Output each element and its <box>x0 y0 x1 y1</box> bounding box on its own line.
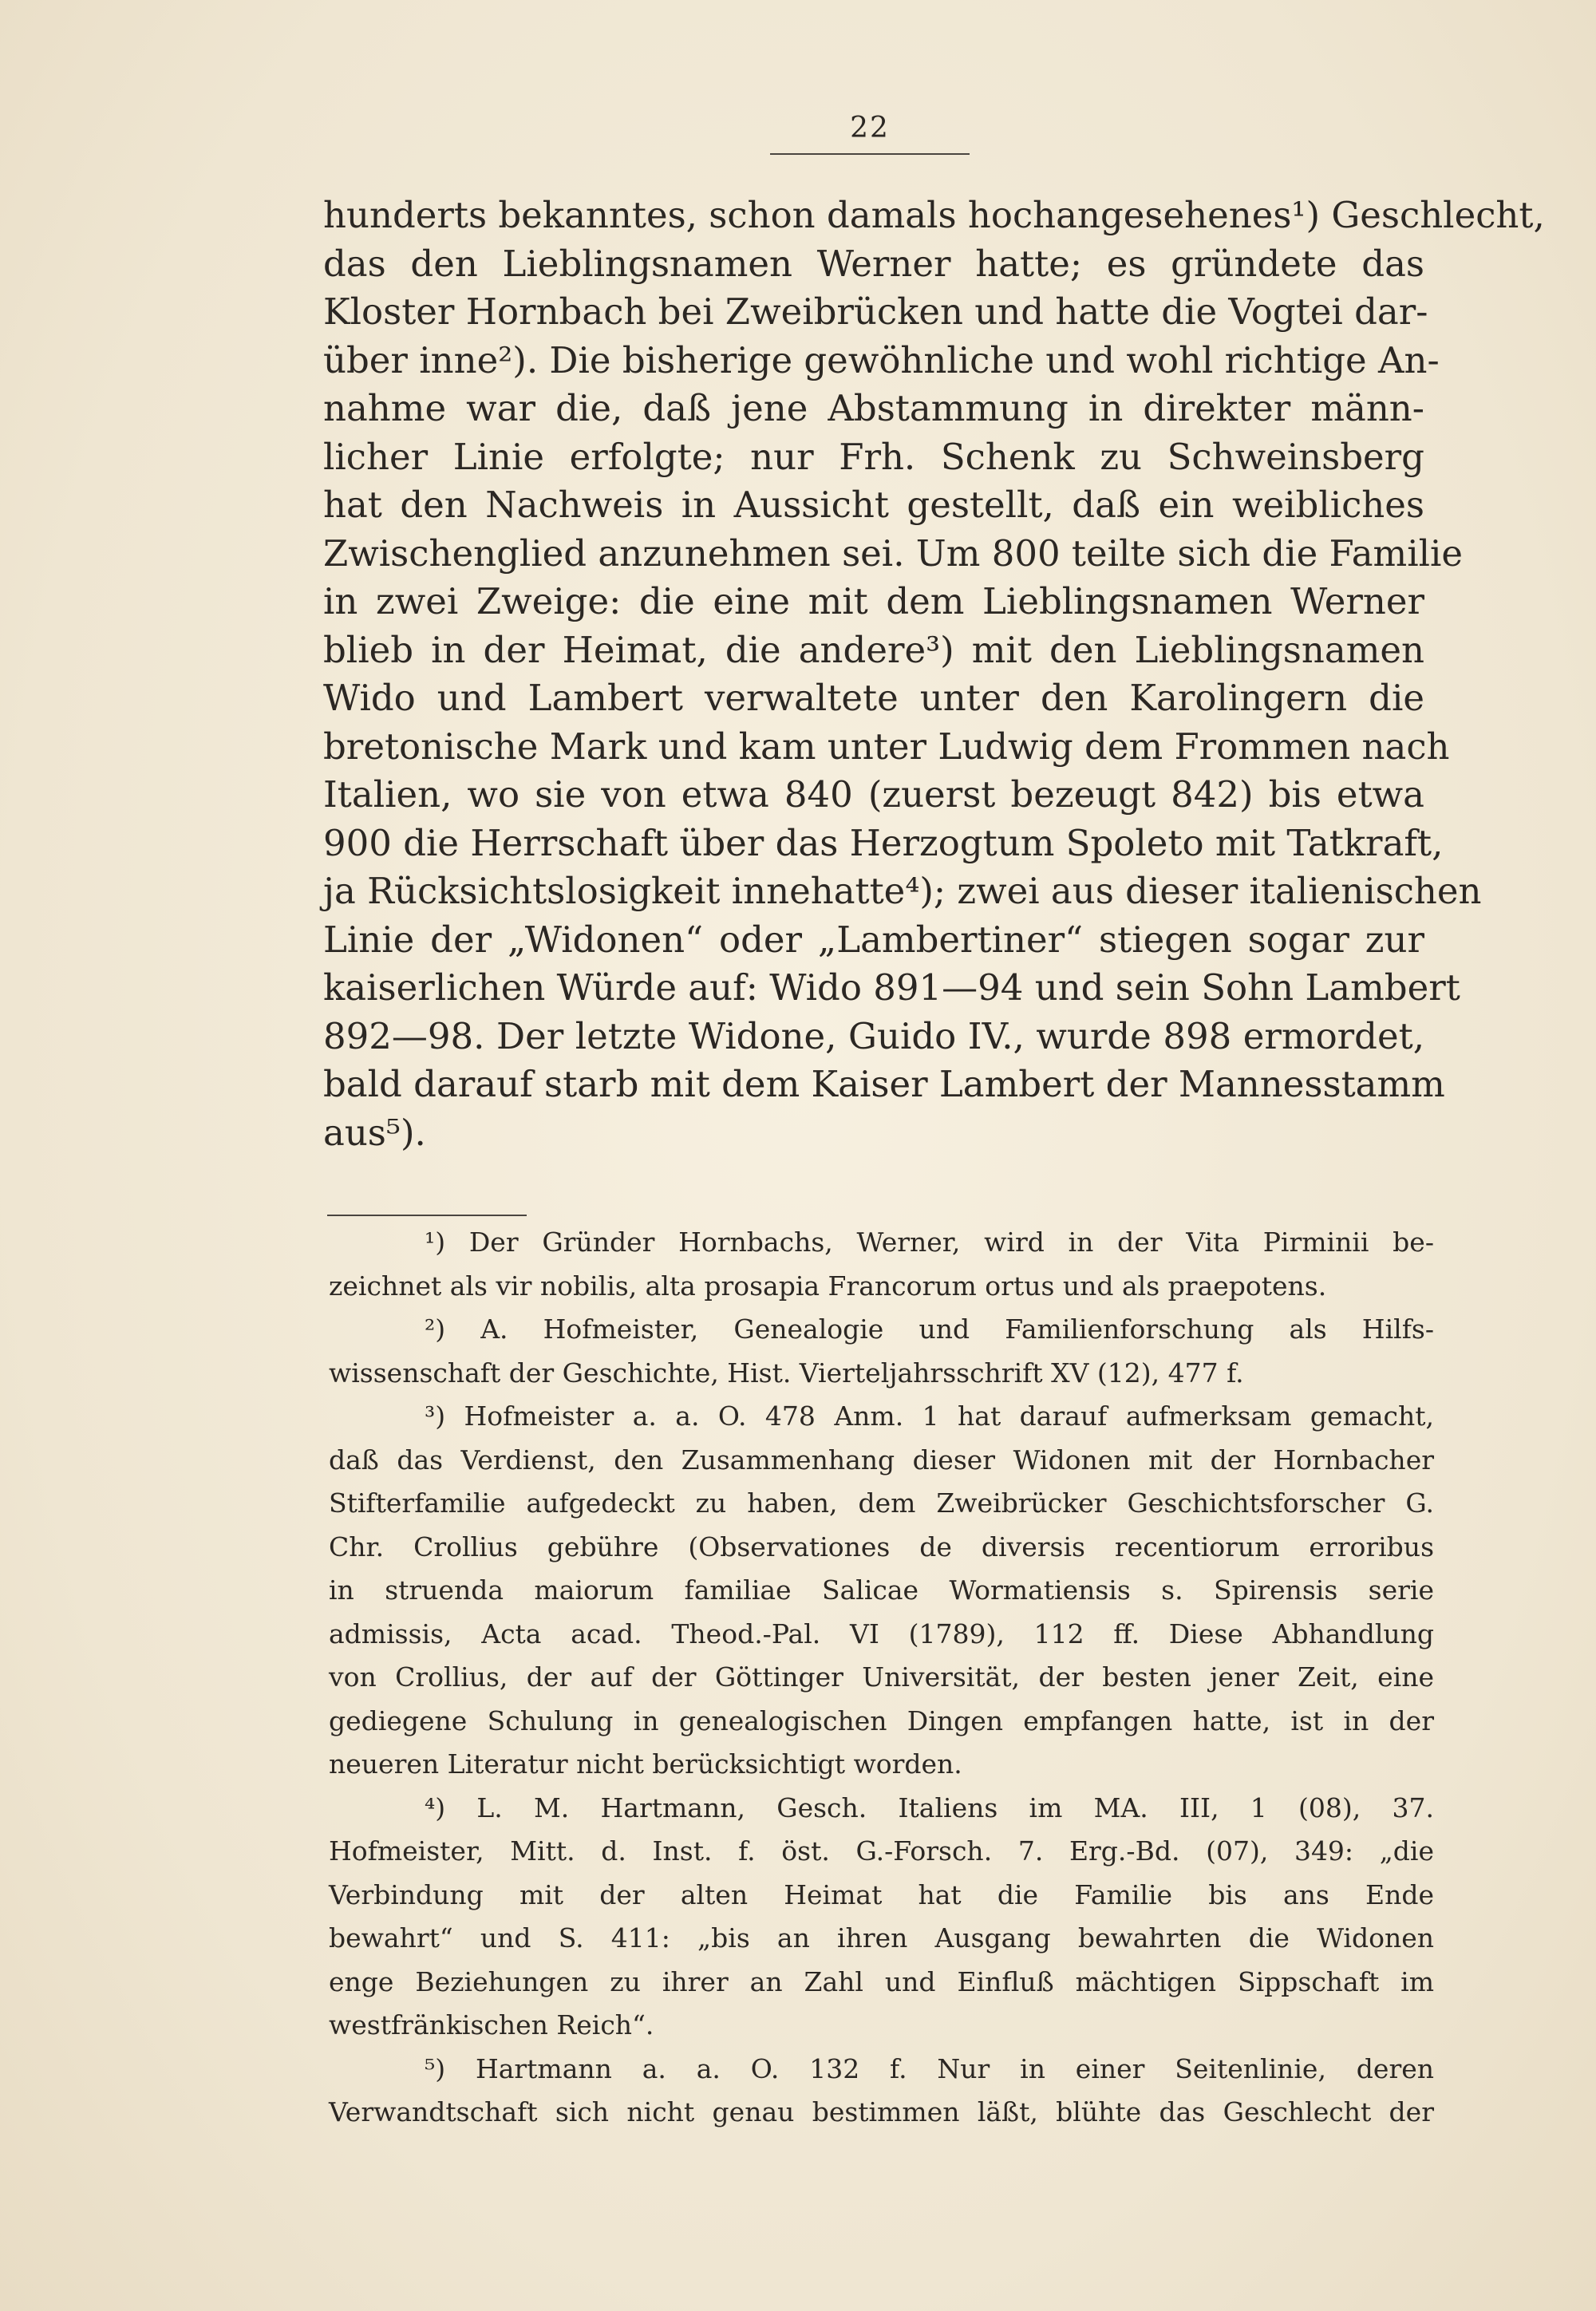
footnote-4 <box>329 1787 1434 2048</box>
footnote-5 <box>329 2048 1434 2135</box>
body-line: über inne²). Die bisherige gewöhnliche und wohl richtige An- <box>323 338 1440 381</box>
body-line: ja Rücksichtslosigkeit innehatte⁴); zwei aus dieser italienischen <box>323 870 1482 912</box>
footnote-line: westfränkischen Reich“. <box>329 2009 654 2040</box>
footnote-line: daß das Verdienst, den Zusammenhang dieser Widonen mit der Hornbacher <box>329 1444 1434 1475</box>
footnote-line: ²) A. Hofmeister, Genealogie und Familienforschung als Hilfs- <box>425 1314 1434 1345</box>
footnote-line: ⁵) Hartmann a. a. O. 132 f. Nur in einer Seitenlinie, deren <box>425 2052 1434 2084</box>
body-text <box>323 192 1545 1157</box>
footnote-line: enge Beziehungen zu ihrer an Zahl und Einfluß mächtigen Sippschaft im <box>329 1965 1434 1997</box>
footnote-rule <box>327 1215 527 1216</box>
body-line: blieb in der Heimat, die andere³) mit den Lieblingsnamen <box>323 628 1424 671</box>
footnotes <box>329 1221 1434 2135</box>
footnote-line: Verwandtschaft sich nicht genau bestimmen läßt, blühte das Geschlecht der <box>329 2096 1434 2127</box>
footnote-line: wissenschaft der Geschichte, Hist. Vierteljahrsschrift XV (12), 477 f. <box>329 1357 1244 1389</box>
body-line: 892—98. Der letzte Widone, Guido IV., wurde 898 ermordet, <box>323 1014 1424 1057</box>
footnote-line: ⁴) L. M. Hartmann, Gesch. Italiens im MA. III, 1 (08), 37. <box>425 1792 1434 1823</box>
body-line: nahme war die, daß jene Abstammung in direkter männ- <box>323 387 1424 429</box>
footnote-line: Stifterfamilie aufgedeckt zu haben, dem Zweibrücker Geschichtsforscher G. <box>329 1487 1434 1519</box>
body-line: bald darauf starb mit dem Kaiser Lambert der Mannesstamm <box>323 1063 1445 1105</box>
footnote-line: ¹) Der Gründer Hornbachs, Werner, wird in der Vita Pirminii be- <box>425 1227 1434 1258</box>
footnote-line: Verbindung mit der alten Heimat hat die Familie bis ans Ende <box>329 1878 1434 1910</box>
body-line: hat den Nachweis in Aussicht gestellt, daß ein weibliches <box>323 484 1424 526</box>
page-number: 22 <box>850 112 890 144</box>
body-line: in zwei Zweige: die eine mit dem Lieblingsnamen Werner <box>323 580 1424 622</box>
footnote-line: Chr. Crollius gebühre (Observationes de diversis recentiorum erroribus <box>329 1531 1434 1562</box>
body-line: Zwischenglied anzunehmen sei. Um 800 teilte sich die Familie <box>323 531 1464 575</box>
footnote-line: bewahrt“ und S. 411: „bis an ihren Ausgang bewahrten die Widonen <box>329 1922 1434 1953</box>
body-line: aus⁵). <box>323 1111 426 1154</box>
body-line: licher Linie erfolgte; nur Frh. Schenk zu Schweinsberg <box>323 435 1424 478</box>
footnote-line: gediegene Schulung in genealogischen Dingen empfangen hatte, ist in der <box>329 1705 1434 1736</box>
body-line: Kloster Hornbach bei Zweibrücken und hatte die Vogtei dar- <box>323 290 1428 333</box>
footnote-line: zeichnet als vir nobilis, alta prosapia Francorum ortus und als praepotens. <box>329 1270 1327 1302</box>
footnote-line: admissis, Acta acad. Theod.-Pal. VI (1789), 112 ff. Diese Abhandlung <box>329 1618 1434 1649</box>
footnote-line: von Crollius, der auf der Göttinger Universität, der besten jener Zeit, eine <box>329 1661 1434 1693</box>
body-line: kaiserlichen Würde auf: Wido 891—94 und sein Sohn Lambert <box>323 966 1460 1009</box>
body-line: Italien, wo sie von etwa 840 (zuerst bezeugt 842) bis etwa <box>323 773 1424 816</box>
body-line: das den Lieblingsnamen Werner hatte; es gründete das <box>323 242 1424 285</box>
footnote-line: neueren Literatur nicht berücksichtigt worden. <box>329 1748 962 1780</box>
header-rule <box>770 153 970 155</box>
footnote-1 <box>329 1221 1434 1308</box>
body-line: 900 die Herrschaft über das Herzogtum Spoleto mit Tatkraft, <box>323 821 1444 864</box>
footnote-line: ³) Hofmeister a. a. O. 478 Anm. 1 hat darauf aufmerksam gemacht, <box>425 1400 1434 1432</box>
body-line: hunderts bekanntes, schon damals hochangesehenes¹) Geschlecht, <box>323 194 1545 236</box>
body-line: Linie der „Widonen“ oder „Lambertiner“ stiegen sogar zur <box>323 918 1424 961</box>
footnote-line: in struenda maiorum familiae Salicae Wormatiensis s. Spirensis serie <box>329 1574 1434 1606</box>
footnote-line: Hofmeister, Mitt. d. Inst. f. öst. G.-Forsch. 7. Erg.-Bd. (07), 349: „die <box>329 1835 1434 1867</box>
body-line: bretonische Mark und kam unter Ludwig dem Frommen nach <box>323 725 1450 768</box>
footnote-3 <box>329 1395 1434 1787</box>
footnote-2 <box>329 1308 1434 1395</box>
body-line: Wido und Lambert verwaltete unter den Karolingern die <box>323 677 1424 719</box>
